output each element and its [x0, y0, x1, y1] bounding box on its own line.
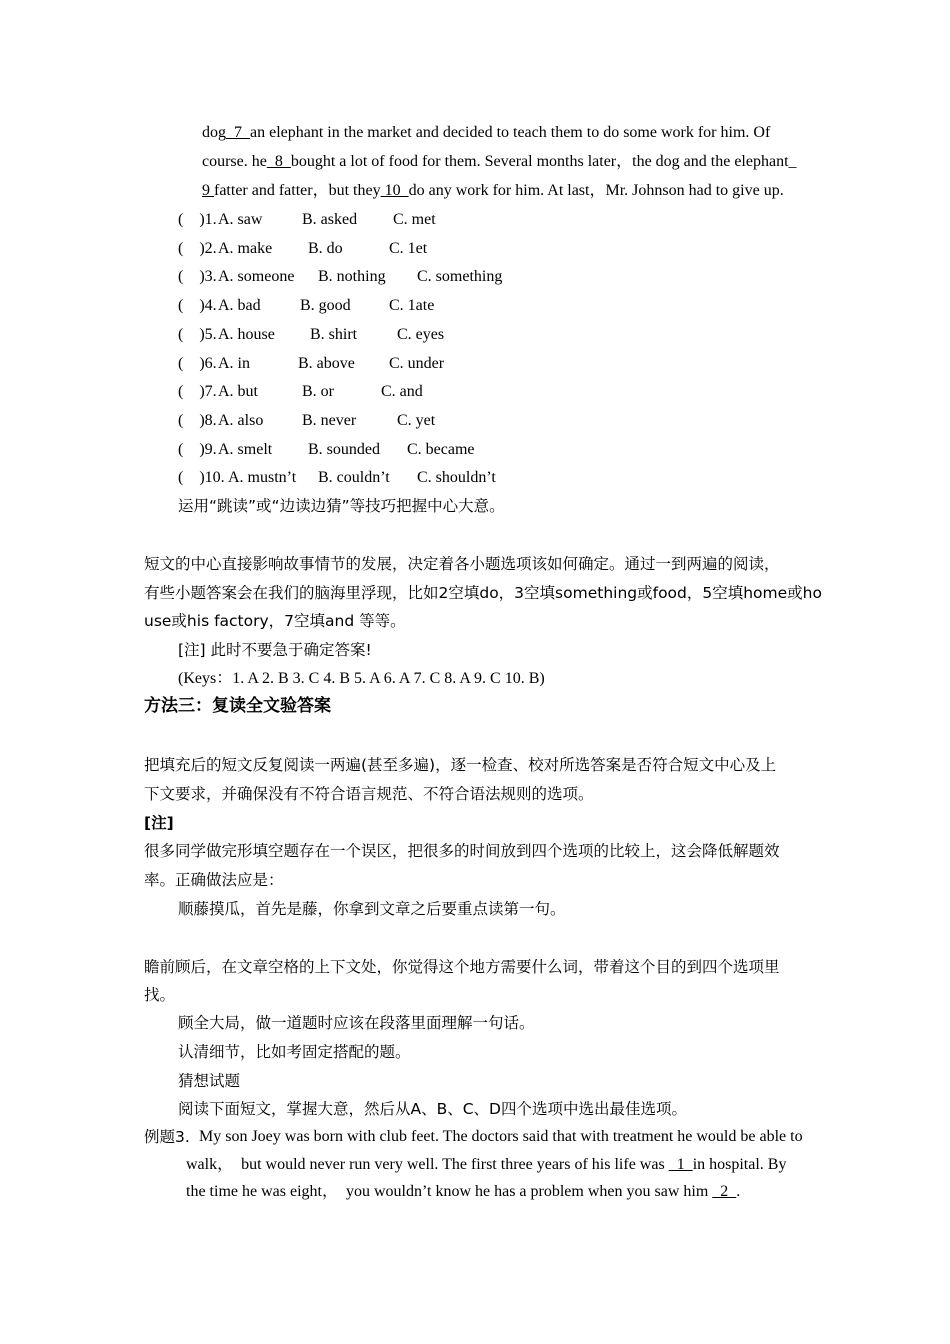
method-three-heading: 方法三：复读全文验答案 [144, 696, 331, 716]
option-c: C. became [407, 440, 475, 458]
question-number: ( )1. [178, 211, 217, 228]
passage-text: do any work for him. At last，Mr. Johnson had to give up. [408, 182, 784, 199]
question-row [0, 382, 950, 402]
option-c: C. something [417, 268, 503, 286]
tip-guess: 猜想试题 [178, 1072, 241, 1090]
passage-text: . [736, 1183, 741, 1200]
question-row [0, 325, 950, 345]
tip-detail: 认清细节，比如考固定搭配的题。 [178, 1043, 411, 1061]
para-context-line-2: 找。 [144, 986, 176, 1004]
option-a: A. in [218, 354, 250, 372]
option-c: C. met [393, 211, 436, 228]
option-a: A. saw [218, 211, 263, 228]
option-a: A. mustn’t [228, 469, 297, 487]
question-row [0, 239, 950, 259]
para-center-line-2: 有些小题答案会在我们的脑海里浮现，比如2空填do，3空填something或food，5空填home或ho [144, 584, 822, 602]
passage-text: in hospital. By [692, 1156, 787, 1173]
question-row [0, 440, 950, 460]
example-line-3 [186, 1182, 740, 1202]
para-mistake-line-1: 很多同学做完形填空题存在一个误区，把很多的时间放到四个选项的比较上，这会降低解题效 [144, 842, 780, 860]
passage-text: fatter and fatter，but they [214, 182, 381, 199]
option-c: C. and [381, 383, 423, 401]
passage-line-1 [202, 123, 770, 143]
option-c: C. eyes [397, 325, 445, 343]
option-c: C. 1et [389, 239, 428, 257]
blank-2: 2 [712, 1183, 737, 1200]
option-b: B. nothing [318, 268, 386, 286]
para-center-line-1: 短文的中心直接影响故事情节的发展，决定着各小题选项该如何确定。通过一到两遍的阅读， [144, 555, 780, 573]
option-c: C. under [389, 354, 445, 372]
para-reread-line-2: 下文要求，并确保没有不符合语言规范、不符合语法规则的选项。 [144, 785, 594, 803]
passage-text: the time he was eight， you wouldn’t know he has a problem when you saw him [186, 1183, 713, 1200]
para-center-line-3: use或his factory，7空填and 等等。 [144, 612, 406, 630]
passage-text: bought a lot of food for them. Several months later，the dog and the elephant_ [290, 153, 797, 170]
question-number: ( )5. [178, 325, 217, 343]
blank-9: 9 [202, 182, 214, 199]
passage-text: walk， but would never run very well. The first three years of his life was [186, 1156, 669, 1173]
option-c: C. yet [397, 411, 436, 429]
option-a: A. someone [218, 268, 295, 286]
option-c: C. 1ate [389, 297, 435, 315]
option-b: B. asked [302, 211, 358, 228]
question-row [0, 354, 950, 374]
question-number: ( )9. [178, 440, 217, 458]
note-hold: [注] 此时不要急于确定答案! [178, 641, 372, 659]
question-row [0, 210, 950, 230]
option-b: B. or [302, 383, 334, 401]
blank-7: 7 [226, 124, 250, 141]
question-row [0, 267, 950, 287]
option-b: B. never [302, 411, 357, 429]
option-a: A. make [218, 239, 273, 257]
tip-overall: 顾全大局，做一道题时应该在段落里面理解一句话。 [178, 1014, 535, 1032]
option-a: A. house [218, 325, 275, 343]
note-label: [注] [144, 814, 174, 832]
para-mistake-line-2: 率。正确做法应是： [144, 871, 284, 889]
option-b: B. do [308, 239, 343, 257]
option-a: A. smelt [218, 440, 273, 458]
example-line-1: My son Joey was born with club feet. The doctors said that with treatment he would be able to [199, 1128, 803, 1145]
question-number: ( )10. [178, 469, 225, 487]
option-b: B. couldn’t [318, 469, 390, 487]
option-b: B. good [300, 297, 351, 315]
passage-text: course. he [202, 153, 267, 170]
question-row [0, 296, 950, 316]
tip-skim: 运用“跳读”或“边读边猜”等技巧把握中心大意。 [178, 497, 505, 515]
question-number: ( )3. [178, 268, 217, 286]
question-row [0, 468, 950, 488]
passage-text: dog [202, 124, 226, 141]
option-b: B. shirt [310, 325, 358, 343]
blank-1: 1 [668, 1156, 693, 1173]
option-b: B. above [298, 354, 355, 372]
passage-line-2 [202, 152, 797, 172]
para-reread-line-1: 把填充后的短文反复阅读一两遍(甚至多遍)，逐一检查、校对所选答案是否符合短文中心及上 [144, 756, 777, 774]
example-line-2 [186, 1155, 786, 1175]
blank-8: 8 [266, 153, 291, 170]
instruction: 阅读下面短文，掌握大意，然后从A、B、C、D四个选项中选出最佳选项。 [178, 1100, 687, 1118]
option-a: A. bad [218, 297, 261, 315]
question-number: ( )7. [178, 383, 217, 401]
passage-line-3 [202, 181, 784, 201]
option-c: C. shouldn’t [417, 469, 496, 487]
option-a: A. also [218, 411, 264, 429]
blank-10: 10 [380, 182, 409, 199]
answer-keys: (Keys：1. A 2. B 3. C 4. B 5. A 6. A 7. C 8. A 9. C 10. B) [178, 670, 545, 687]
question-number: ( )4. [178, 297, 217, 315]
passage-text: an elephant in the market and decided to teach them to do some work for him. Of [250, 124, 771, 141]
question-number: ( )6. [178, 354, 217, 372]
option-a: A. but [218, 383, 258, 401]
para-context-line-1: 瞻前顾后，在文章空格的上下文处，你觉得这个地方需要什么词，带着这个目的到四个选项里 [144, 958, 780, 976]
tip-follow: 顺藤摸瓜，首先是藤，你拿到文章之后要重点读第一句。 [178, 900, 566, 918]
example-label: 例题3. [144, 1128, 190, 1146]
option-b: B. sounded [308, 440, 380, 458]
question-row [0, 411, 950, 431]
question-number: ( )2. [178, 239, 217, 257]
question-number: ( )8. [178, 411, 217, 429]
